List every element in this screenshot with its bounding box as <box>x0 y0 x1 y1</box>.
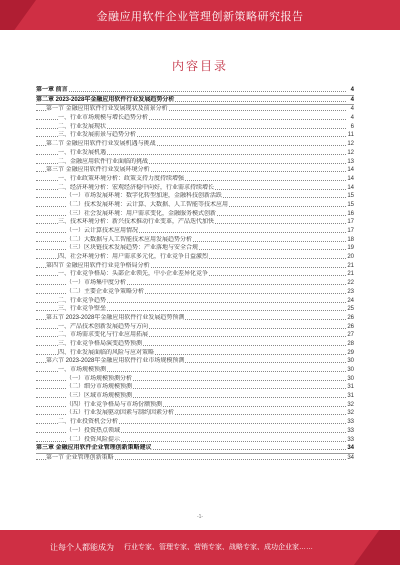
footer-slogan-right: 行业专家、管理专家、营销专家、战略专家、成功企业家…… <box>124 544 313 551</box>
toc-entry-label: （二）细分市场规模预测 <box>66 384 133 391</box>
toc-heading: 内容目录 <box>171 59 228 73</box>
toc-entry[interactable] <box>36 96 354 106</box>
toc-entry-label: 二、行业竞争趋势 <box>58 297 107 304</box>
toc-entry[interactable] <box>36 331 354 340</box>
toc-entry-page: 25 <box>347 306 354 313</box>
toc-entry[interactable] <box>36 262 354 271</box>
toc-entry-page: 4 <box>350 87 354 93</box>
toc-entry[interactable] <box>36 366 354 375</box>
toc-entry-page: 34 <box>347 454 354 461</box>
toc-entry-page: 21 <box>347 262 354 269</box>
toc-entry-page: 12 <box>347 149 354 156</box>
toc-entry-label: 四、社会环境分析：用户需求多元化，行业竞争日益激烈 <box>58 254 209 261</box>
toc-entry-label: 第六节 2023-2028年金融应用软件行业市场规模预测 <box>46 358 185 365</box>
footer-accent-shape <box>354 530 400 565</box>
toc-entry-page: 34 <box>347 445 354 452</box>
toc-entry[interactable] <box>36 175 354 184</box>
toc-entry-label: （一）市场规模预测分析 <box>66 375 133 382</box>
toc-entry[interactable] <box>36 375 354 384</box>
toc-entry[interactable] <box>36 392 354 401</box>
toc-entry-page: 30 <box>347 358 354 365</box>
toc-entry-page: 6 <box>350 123 354 130</box>
toc-entry-label: 一、行业政策环境分析：政策支持力度持续增强 <box>58 175 185 182</box>
toc-entry-label: （三）区域市场规模预测 <box>66 393 133 400</box>
toc-entry[interactable] <box>36 86 354 96</box>
toc-entry-label: （四）行业竞争格局与市场份额预测 <box>66 401 163 408</box>
toc-entry[interactable] <box>36 131 354 140</box>
toc-entry-label: 三、行业竞争壁垒 <box>58 306 107 313</box>
toc-entry-label: （一）市场集中度分析 <box>66 280 127 287</box>
toc-entry[interactable] <box>36 305 354 314</box>
toc-entry-page: 30 <box>347 367 354 373</box>
toc-entry-page: 27 <box>347 332 354 339</box>
toc-entry-page: 17 <box>347 228 354 234</box>
toc-entry-page: 32 <box>347 410 354 417</box>
toc-entry-label: （二）技术发展环境：云计算、大数据、人工智能等技术应用 <box>66 201 229 208</box>
toc-entry-label: 二、行业发展现状 <box>58 123 107 130</box>
toc-entry-page: 26 <box>347 323 354 330</box>
toc-entry[interactable] <box>36 105 354 114</box>
toc-entry-label: 第一节 企业管理创新策略 <box>46 454 114 461</box>
toc-entry-page: 22 <box>347 280 354 287</box>
toc-entry-page: 14 <box>347 175 354 182</box>
toc-entry[interactable] <box>36 201 354 210</box>
toc-entry-label: 第三节 金融应用软件行业发展环境分析 <box>46 167 150 174</box>
toc-entry[interactable] <box>36 210 354 219</box>
toc-entry-label: 二、金融应用软件行业面临的挑战 <box>58 158 149 165</box>
toc-entry[interactable] <box>36 314 354 323</box>
toc-entry-label: 第二节 金融应用软件行业发展机遇与挑战 <box>46 141 156 148</box>
toc-entry[interactable] <box>36 436 354 445</box>
toc-entry-page: 17 <box>347 219 354 226</box>
toc-entry-page: 28 <box>347 340 354 347</box>
toc-entry-page: 33 <box>347 419 354 426</box>
toc-entry[interactable] <box>36 297 354 306</box>
toc-entry-page: 19 <box>347 245 354 252</box>
toc-entry-page: 18 <box>347 236 354 243</box>
toc-entry[interactable] <box>36 123 354 132</box>
toc-entry-page: 4 <box>350 106 354 113</box>
toc-entry-page: 15 <box>347 201 354 208</box>
toc-entry-label: 三、行业竞争格局演变趋势预测 <box>58 340 143 347</box>
toc-entry-page: 11 <box>347 132 354 139</box>
toc-entry-label: 第三章 金融应用软件企业管理创新策略建议 <box>36 445 152 452</box>
toc-entry-page: 31 <box>347 393 354 400</box>
toc-entry-label: 第五节 2023-2028年金融应用软件行业发展趋势预测 <box>46 314 185 321</box>
toc-entry-label: （一）投资热点领域 <box>66 427 121 434</box>
toc-entry-page: 23 <box>347 288 354 295</box>
footer-slogan-left: 让每个人都能成为 <box>50 543 114 552</box>
toc-entry-page: 21 <box>347 271 354 278</box>
toc-entry-label: （二）投资风险提示 <box>66 436 121 443</box>
toc-entry-label: 二、经济环境分析：宏观经济稳中向好，行业需求持续增长 <box>58 184 215 191</box>
toc-entry[interactable] <box>36 418 354 427</box>
report-title: 金融应用软件企业管理创新策略研究报告 <box>96 11 304 23</box>
toc-entry[interactable] <box>36 114 354 123</box>
toc-entry[interactable] <box>36 349 354 358</box>
toc-entry[interactable] <box>36 244 354 253</box>
toc-entry-label: 第一章 前言 <box>36 87 68 93</box>
toc-entry-label: 第二章 2023-2028年金融应用软件行业发展趋势分析 <box>36 96 175 103</box>
toc-leader-dots <box>36 91 346 92</box>
toc-entry-page: 4 <box>350 115 354 122</box>
page-number: -1- <box>196 514 204 520</box>
toc-entry[interactable] <box>36 454 354 463</box>
toc-entry-label: （一）云计算技术应用情况 <box>66 228 139 234</box>
toc-entry[interactable] <box>36 401 354 410</box>
toc-entry[interactable] <box>36 288 354 297</box>
toc-entry[interactable] <box>36 253 354 262</box>
toc-entry-label: 二、市场需求变化与行业应用拓展 <box>58 332 149 339</box>
toc-entry-label: 一、市场规模预测 <box>58 367 107 373</box>
toc-entry-label: （一）市场发展环境：数字化转型加速，金融科技创新活跃 <box>66 193 223 200</box>
toc-entry-label: 三、技术环境分析：新兴技术推动行业变革，产品迭代加快 <box>58 219 215 226</box>
table-of-contents <box>36 86 354 463</box>
toc-entry[interactable] <box>36 184 354 193</box>
toc-entry[interactable] <box>36 158 354 167</box>
toc-entry[interactable] <box>36 236 354 245</box>
toc-entry[interactable] <box>36 270 354 279</box>
toc-entry[interactable] <box>36 340 354 349</box>
toc-entry-label: 三、行业发展前景与趋势分析 <box>58 132 137 139</box>
toc-entry-page: 20 <box>347 254 354 261</box>
page-footer <box>0 530 400 565</box>
toc-entry[interactable] <box>36 166 354 175</box>
toc-entry-label: 第一节 金融应用软件行业发展现状及前景分析 <box>46 106 168 113</box>
toc-entry[interactable] <box>36 323 354 332</box>
toc-entry-label: 一、行业发展机遇 <box>58 149 107 156</box>
toc-entry[interactable] <box>36 192 354 201</box>
toc-entry-label: （二）大数据与人工智能技术应用发展趋势分析 <box>66 236 193 243</box>
page-header <box>0 0 400 30</box>
toc-entry[interactable] <box>36 427 354 436</box>
toc-entry-label: （五）行业发展驱动因素与制约因素分析 <box>66 410 175 417</box>
toc-entry-label: 第四节 金融应用软件行业竞争格局分析 <box>46 262 150 269</box>
toc-entry-label: 二、行业投资机会分析 <box>58 419 119 426</box>
toc-entry-page: 33 <box>347 436 354 443</box>
toc-entry-page: 26 <box>347 314 354 321</box>
toc-entry-page: 24 <box>347 297 354 304</box>
toc-entry-label: （三）区块链技术发展趋势：产业落地与安全合规 <box>66 245 199 252</box>
toc-entry-label: 一、行业竞争格局：头部企业领先，中小企业差异化竞争 <box>58 271 209 278</box>
toc-entry-label: （三）社会发展环境：用户需求变化，金融服务模式创新 <box>66 210 217 217</box>
toc-entry[interactable] <box>36 383 354 392</box>
toc-entry-page: 4 <box>350 96 354 103</box>
toc-entry-label: （二）主要企业竞争策略分析 <box>66 288 145 295</box>
toc-entry-page: 14 <box>347 167 354 174</box>
toc-entry[interactable] <box>36 357 354 366</box>
toc-entry[interactable] <box>36 444 354 454</box>
toc-entry-page: 33 <box>347 427 354 434</box>
toc-entry-page: 16 <box>347 210 354 217</box>
toc-entry-page: 32 <box>347 401 354 408</box>
toc-entry-page: 14 <box>347 184 354 191</box>
toc-entry[interactable] <box>36 279 354 288</box>
toc-entry-page: 30 <box>347 375 354 382</box>
toc-entry-page: 15 <box>347 193 354 200</box>
toc-entry[interactable] <box>36 409 354 418</box>
toc-entry-label: 一、行业市场规模与增长趋势分析 <box>58 115 149 122</box>
toc-entry-page: 12 <box>347 141 354 148</box>
toc-entry-page: 13 <box>347 158 354 165</box>
toc-entry[interactable] <box>36 149 354 158</box>
toc-entry[interactable] <box>36 218 354 227</box>
toc-entry-page: 29 <box>347 349 354 356</box>
toc-entry-label: 一、产品技术创新发展趋势与方向 <box>58 323 149 330</box>
toc-entry[interactable] <box>36 227 354 236</box>
toc-entry-page: 31 <box>347 384 354 391</box>
toc-entry-label: 四、行业发展面临的风险与应对策略 <box>58 349 155 356</box>
toc-entry[interactable] <box>36 140 354 149</box>
